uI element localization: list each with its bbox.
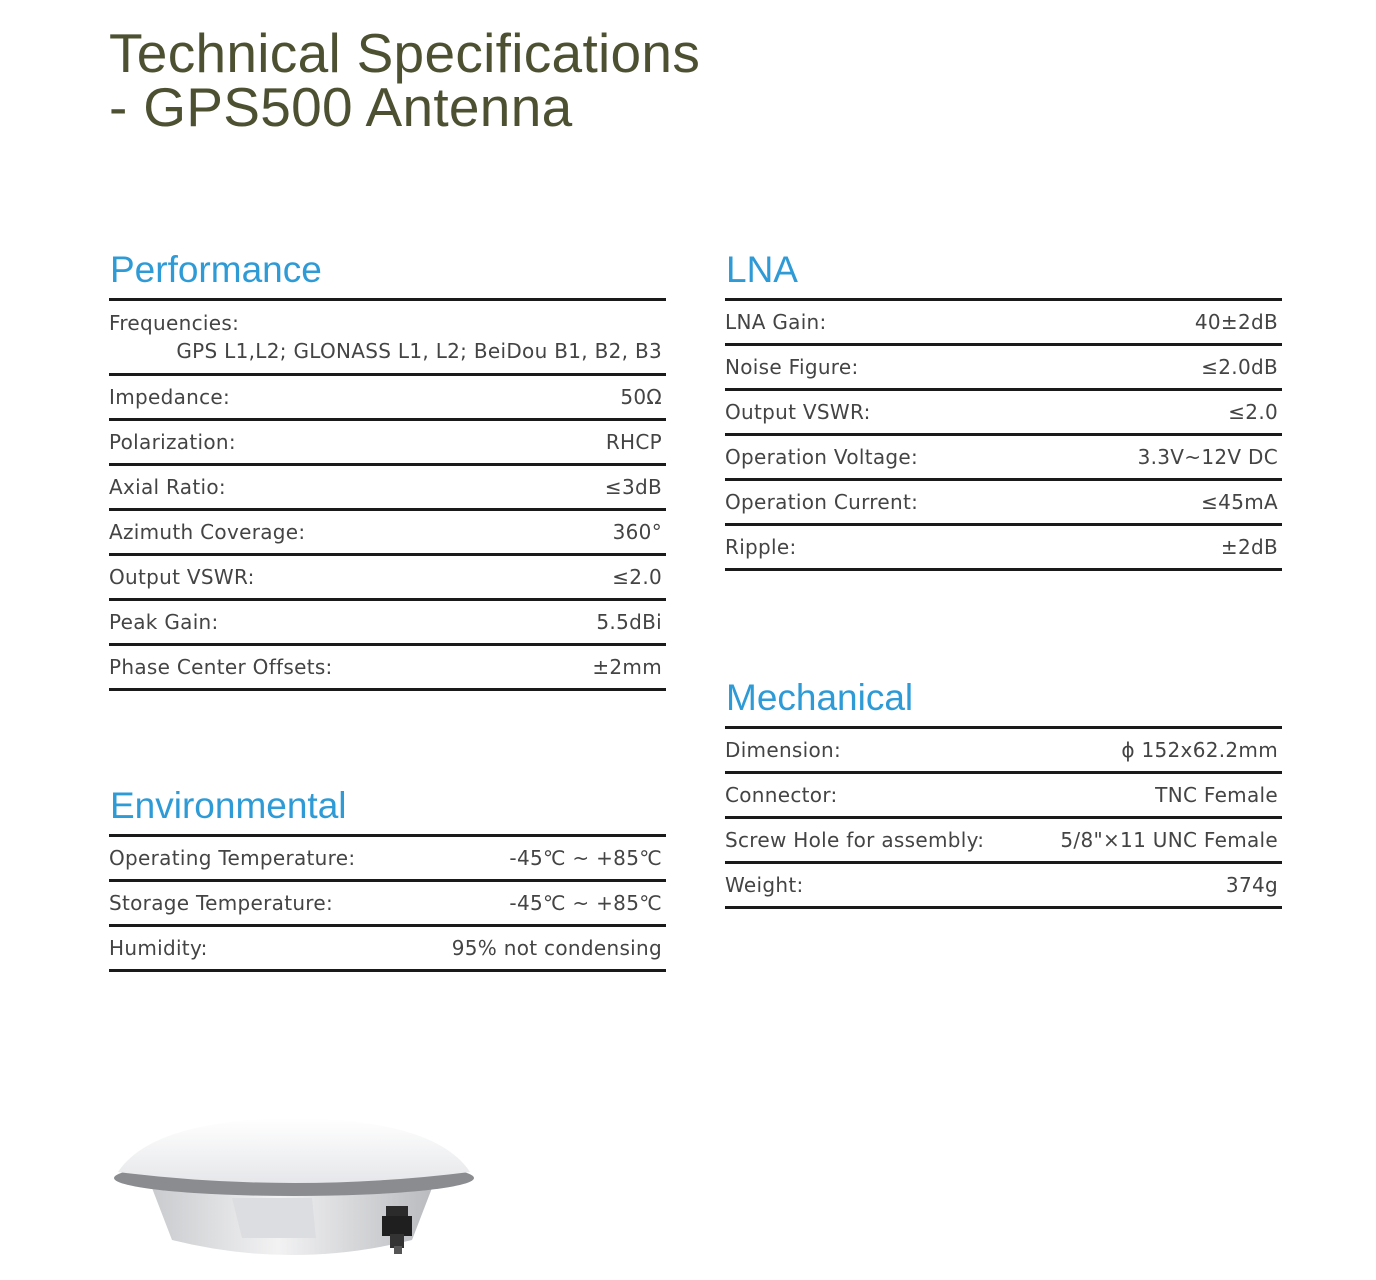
performance-heading: Performance	[110, 249, 322, 290]
spec-row	[725, 346, 1282, 391]
spec-row-frequencies	[109, 301, 666, 376]
spec-row	[109, 646, 666, 691]
spec-label: Operating Temperature:	[109, 846, 356, 870]
spec-value: 5/8"×11 UNC Female	[1060, 828, 1278, 852]
spec-label: Peak Gain:	[109, 610, 219, 634]
spec-value: ≤2.0	[1228, 400, 1278, 424]
spec-row	[109, 376, 666, 421]
spec-label: Polarization:	[109, 430, 236, 454]
spec-row	[725, 481, 1282, 526]
spec-label: Phase Center Offsets:	[109, 655, 333, 679]
environmental-heading: Environmental	[110, 785, 347, 826]
mechanical-heading: Mechanical	[726, 677, 914, 718]
spec-row	[725, 391, 1282, 436]
spec-label: Weight:	[725, 873, 804, 897]
spec-value: 50Ω	[620, 385, 662, 409]
spec-label: Output VSWR:	[725, 400, 871, 424]
mechanical-section	[725, 678, 1282, 909]
spec-row	[725, 774, 1282, 819]
spec-row	[109, 601, 666, 646]
spec-value: -45℃ ~ +85℃	[509, 846, 662, 870]
spec-label: Output VSWR:	[109, 565, 255, 589]
spec-label: Noise Figure:	[725, 355, 859, 379]
spec-row	[725, 864, 1282, 909]
spec-row	[109, 511, 666, 556]
spec-value: GPS L1,L2; GLONASS L1, L2; BeiDou B1, B2, B3	[176, 339, 662, 363]
spec-value: ±2dB	[1220, 535, 1278, 559]
spec-label: Storage Temperature:	[109, 891, 334, 915]
spec-value: 374g	[1225, 873, 1278, 897]
lna-heading: LNA	[726, 249, 798, 290]
spec-value: ϕ 152x62.2mm	[1121, 738, 1278, 762]
spec-label: Azimuth Coverage:	[109, 520, 306, 544]
title-line-2: - GPS500 Antenna	[109, 76, 573, 138]
spec-label: Dimension:	[725, 738, 842, 762]
spec-row	[109, 556, 666, 601]
spec-value: ≤2.0dB	[1201, 355, 1278, 379]
spec-label: Frequencies:	[109, 311, 240, 335]
spec-row	[109, 927, 666, 972]
spec-value: 3.3V~12V DC	[1137, 445, 1278, 469]
spec-row	[725, 436, 1282, 481]
spec-label: Operation Voltage:	[725, 445, 919, 469]
performance-section	[109, 250, 666, 691]
spec-value: 95% not condensing	[451, 936, 662, 960]
antenna-base-recess	[232, 1198, 316, 1238]
spec-label: Connector:	[725, 783, 838, 807]
spec-row	[109, 837, 666, 882]
spec-label: Screw Hole for assembly:	[725, 828, 985, 852]
spec-label: Operation Current:	[725, 490, 919, 514]
lna-section	[725, 250, 1282, 571]
spec-value: 360°	[612, 520, 662, 544]
spec-row	[725, 526, 1282, 571]
spec-value: 5.5dBi	[596, 610, 662, 634]
spec-label: LNA Gain:	[725, 310, 827, 334]
tnc-connector-icon	[382, 1206, 412, 1254]
page-title	[109, 22, 701, 138]
spec-row	[725, 729, 1282, 774]
spec-value: ±2mm	[592, 655, 662, 679]
spec-value: RHCP	[605, 430, 662, 454]
spec-value: ≤45mA	[1201, 490, 1278, 514]
spec-value: TNC Female	[1155, 783, 1278, 807]
spec-label: Axial Ratio:	[109, 475, 226, 499]
spec-row	[725, 301, 1282, 346]
spec-row	[725, 819, 1282, 864]
spec-value: ≤2.0	[612, 565, 662, 589]
spec-value: ≤3dB	[604, 475, 662, 499]
spec-value: -45℃ ~ +85℃	[509, 891, 662, 915]
spec-row	[109, 466, 666, 511]
spec-label: Ripple:	[725, 535, 797, 559]
spec-row	[109, 421, 666, 466]
spec-value: 40±2dB	[1194, 310, 1278, 334]
antenna-dome	[118, 1118, 470, 1183]
spec-label: Humidity:	[109, 936, 208, 960]
environmental-section	[109, 786, 666, 972]
title-line-1: Technical Specifications	[109, 22, 701, 84]
spec-row	[109, 882, 666, 927]
spec-label: Impedance:	[109, 385, 231, 409]
antenna-product-image	[112, 1110, 482, 1270]
